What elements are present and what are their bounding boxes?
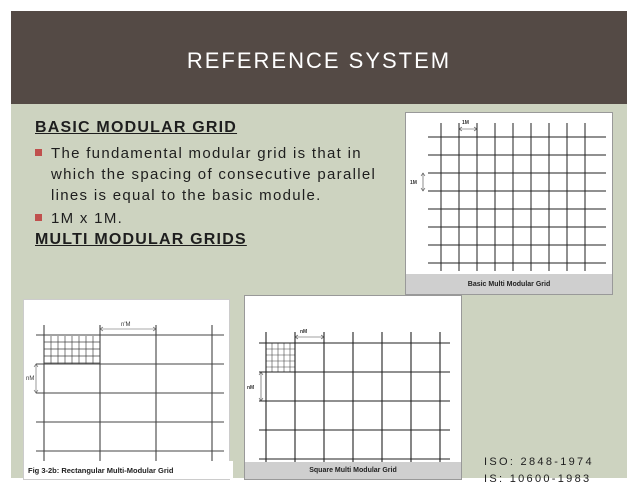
bullet-list xyxy=(35,143,385,229)
bullet-item xyxy=(35,208,385,229)
module-label-side: 1M xyxy=(410,180,417,186)
square-grid-figure xyxy=(244,295,462,480)
basic-grid-caption: Basic Multi Modular Grid xyxy=(406,274,612,294)
slide xyxy=(11,11,627,485)
basic-grid-heading: BASIC MODULAR GRID xyxy=(35,119,238,136)
slide-title: REFERENCE SYSTEM xyxy=(186,47,452,73)
bullet-item xyxy=(35,143,385,206)
bullet-text: The fundamental modular grid is that in which the spacing of consecutive parallel lines is equal to the basic module. xyxy=(51,145,377,204)
iso-standard: ISO: 2848-1974 xyxy=(484,456,594,468)
module-label-top: n'M xyxy=(121,322,131,328)
square-bullet-icon xyxy=(35,214,42,221)
rectangular-grid-drawing xyxy=(24,300,229,461)
rectangular-grid-caption: Fig 3-2b: Rectangular Multi-Modular Grid xyxy=(24,461,233,479)
multi-grid-heading: MULTI MODULAR GRIDS xyxy=(35,231,247,248)
text-content xyxy=(35,119,385,255)
bullet-text: 1M x 1M. xyxy=(51,210,124,227)
basic-grid-drawing xyxy=(406,113,612,274)
square-bullet-icon xyxy=(35,149,42,156)
module-label-side: nM xyxy=(247,385,255,391)
basic-grid-figure xyxy=(405,112,613,295)
module-label-top: nM xyxy=(300,329,308,335)
standards-reference xyxy=(484,454,594,488)
module-label-top: 1M xyxy=(462,120,469,126)
square-grid-caption: Square Multi Modular Grid xyxy=(245,462,461,479)
module-label-side: nM xyxy=(26,376,35,382)
rectangular-grid-figure xyxy=(23,299,230,480)
title-bar xyxy=(11,11,627,104)
square-grid-drawing xyxy=(245,296,461,462)
is-standard: IS: 10600-1983 xyxy=(484,473,592,485)
